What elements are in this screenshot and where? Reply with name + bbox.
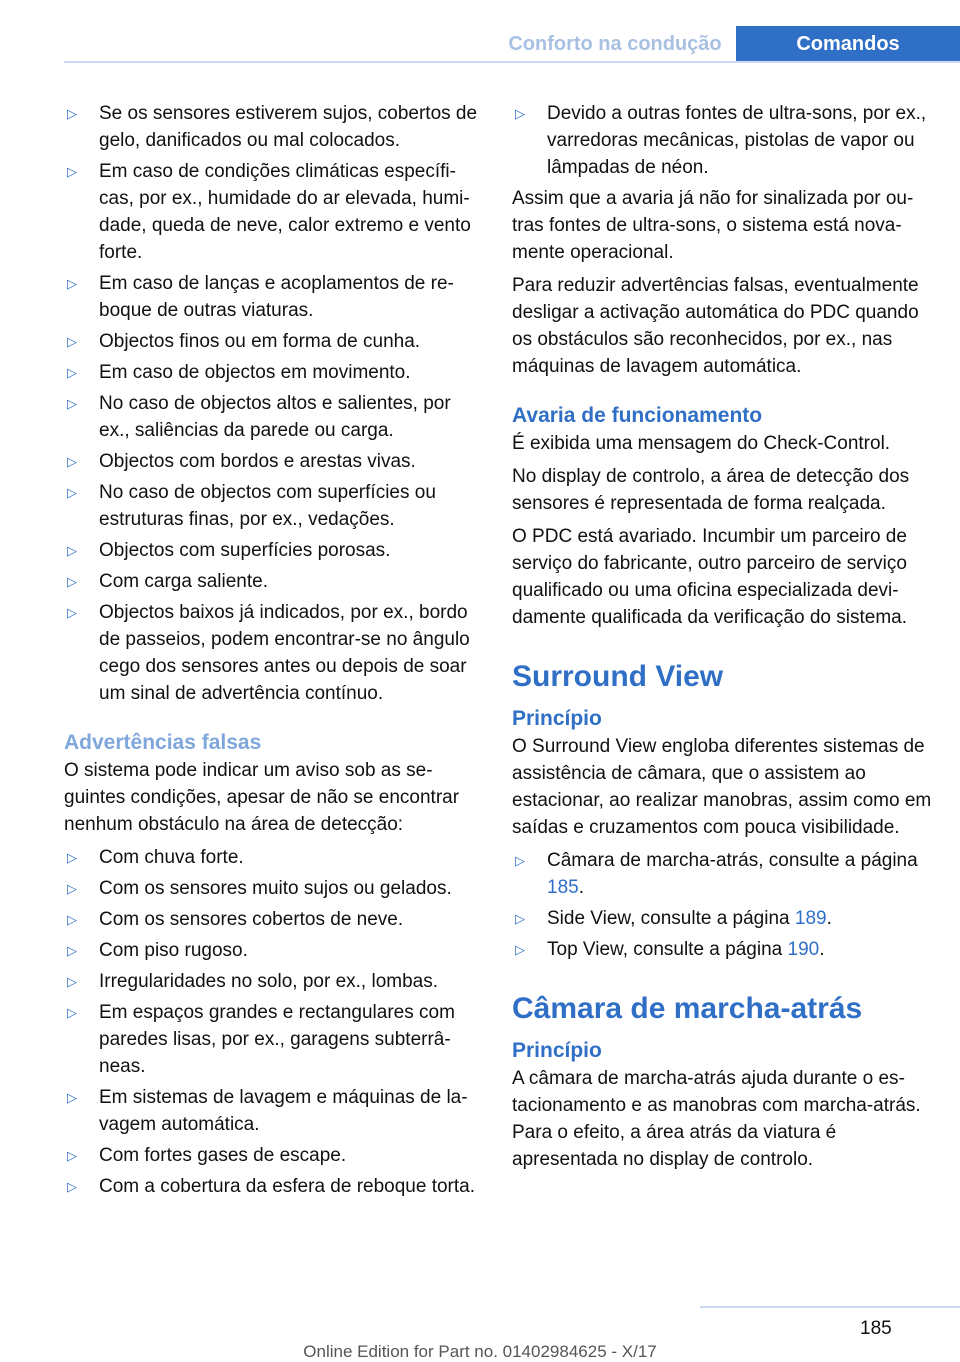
- list-item: ▷ Top View, consulte a página 190.: [512, 936, 932, 963]
- triangle-bullet-icon: ▷: [67, 850, 77, 865]
- surround-view-heading: Surround View: [512, 660, 724, 693]
- triangle-bullet-icon: ▷: [67, 276, 77, 291]
- list-item: ▷ Objectos finos ou em forma de cunha.: [64, 328, 482, 355]
- triangle-bullet-icon: ▷: [67, 543, 77, 558]
- triangle-bullet-icon: ▷: [67, 485, 77, 500]
- triangle-bullet-icon: ▷: [67, 1090, 77, 1105]
- list-item: ▷ Objectos com superfícies porosas.: [64, 537, 482, 564]
- list-item: ▷ Em caso de lanças e acoplamentos de reboque de outras viaturas.: [64, 270, 482, 324]
- surround-principle-heading: Princípio: [512, 707, 602, 730]
- page-link[interactable]: 189: [794, 908, 827, 929]
- triangle-bullet-icon: ▷: [67, 365, 77, 380]
- list-item: ▷ Objectos baixos já indicados, por ex., bordo de passeios, podem encontrar-se no ângulo cego dos sensores antes ou depois de soar um sinal de advertência contínuo.: [64, 599, 482, 707]
- triangle-bullet-icon: ▷: [67, 164, 77, 179]
- list-item: ▷ Side View, consulte a página 189.: [512, 905, 932, 932]
- triangle-bullet-icon: ▷: [67, 106, 77, 121]
- triangle-bullet-icon: ▷: [515, 911, 525, 926]
- triangle-bullet-icon: ▷: [67, 1179, 77, 1194]
- triangle-bullet-icon: ▷: [67, 912, 77, 927]
- list-item: ▷ Com a cobertura da esfera de reboque torta.: [64, 1173, 482, 1200]
- list-item: ▷ Com piso rugoso.: [64, 937, 482, 964]
- paragraph: O PDC está avariado. Incumbir um parceiro de serviço do fabricante, outro parceiro de serviço qualificado ou uma oficina especializada devidamente qualificada da verificação do sistema.: [512, 526, 908, 628]
- list-item: ▷ Com os sensores muito sujos ou gelados.: [64, 875, 482, 902]
- footer-rule: [700, 1306, 960, 1308]
- triangle-bullet-icon: ▷: [515, 853, 525, 868]
- list-item: ▷ Em espaços grandes e rectangulares com paredes lisas, por ex., garagens subterrâneas.: [64, 999, 482, 1080]
- list-item: ▷ Câmara de marcha-atrás, consulte a página 185.: [512, 847, 932, 901]
- rear-camera-heading: Câmara de marcha-atrás: [512, 992, 863, 1025]
- paragraph: Assim que a avaria já não for sinalizada por outras fontes de ultra-sons, o sistema está novamente operacional.: [512, 188, 914, 263]
- triangle-bullet-icon: ▷: [67, 1148, 77, 1163]
- paragraph: Para reduzir advertências falsas, eventualmente desligar a activação automática do PDC quando os obstáculos são reconhecidos, por ex., nas máquinas de lavagem automática.: [512, 275, 919, 377]
- list-item: ▷ Com chuva forte.: [64, 844, 482, 871]
- header-rule: [64, 61, 960, 63]
- surround-view-list: [512, 847, 932, 963]
- triangle-bullet-icon: ▷: [67, 943, 77, 958]
- header-section-tab: Conforto na condução: [508, 33, 722, 55]
- list-item: ▷ Em caso de condições climáticas específicas, por ex., humidade do ar elevada, humidade, queda de neve, calor extremo e vento forte.: [64, 158, 482, 266]
- list-item: ▷ No caso de objectos com superfícies ou estruturas finas, por ex., vedações.: [64, 479, 482, 533]
- right-column: [512, 100, 932, 1179]
- triangle-bullet-icon: ▷: [67, 881, 77, 896]
- triangle-bullet-icon: ▷: [67, 396, 77, 411]
- paragraph: A câmara de marcha-atrás ajuda durante o estacionamento e as manobras com marcha-atrás. Para o efeito, a área atrás da viatura é apresentada no display de controlo.: [512, 1068, 921, 1170]
- header-chapter-tab: Comandos: [736, 26, 960, 62]
- false-warnings-heading: Advertências falsas: [64, 731, 262, 754]
- false-warnings-list: [64, 844, 482, 1200]
- triangle-bullet-icon: ▷: [67, 605, 77, 620]
- triangle-bullet-icon: ▷: [67, 574, 77, 589]
- list-item: ▷ Com carga saliente.: [64, 568, 482, 595]
- left-column: [64, 100, 482, 1204]
- sensor-limits-list: [64, 100, 482, 707]
- rear-camera-principle-heading: Princípio: [512, 1039, 602, 1062]
- page-link[interactable]: 185: [547, 877, 579, 898]
- list-item: ▷ Irregularidades no solo, por ex., lombas.: [64, 968, 482, 995]
- triangle-bullet-icon: ▷: [67, 974, 77, 989]
- list-item: ▷ Se os sensores estiverem sujos, cobertos de gelo, danificados ou mal colocados.: [64, 100, 482, 154]
- paragraph: O Surround View engloba diferentes sistemas de assistência de câmara, que o assistem ao estacionar, ao realizar manobras, assim como em saídas e cruzamentos com pouca visibilidade.: [512, 736, 932, 838]
- triangle-bullet-icon: ▷: [67, 454, 77, 469]
- list-item: ▷ Com fortes gases de escape.: [64, 1142, 482, 1169]
- triangle-bullet-icon: ▷: [67, 334, 77, 349]
- list-item: ▷ No caso de objectos altos e salientes, por ex., saliências da parede ou carga.: [64, 390, 482, 444]
- list-item: ▷ Com os sensores cobertos de neve.: [64, 906, 482, 933]
- triangle-bullet-icon: ▷: [515, 106, 525, 121]
- page-link[interactable]: 190: [787, 939, 820, 960]
- paragraph: No display de controlo, a área de detecção dos sensores é representada de forma realçada.: [512, 466, 910, 514]
- paragraph: É exibida uma mensagem do Check-Control.: [512, 433, 891, 454]
- footer-edition-text: Online Edition for Part no. 01402984625 - X/17: [303, 1342, 657, 1361]
- ultrasound-list: [512, 100, 932, 181]
- false-warnings-text: O sistema pode indicar um aviso sob as seguintes condições, apesar de não se encontrar nenhum obstáculo na área de detecção:: [64, 760, 460, 835]
- triangle-bullet-icon: ▷: [67, 1005, 77, 1020]
- list-item: ▷ Em caso de objectos em movimento.: [64, 359, 482, 386]
- triangle-bullet-icon: ▷: [515, 942, 525, 957]
- page-number: 185: [860, 1318, 892, 1339]
- list-item: ▷ Devido a outras fontes de ultra-sons, por ex., varredoras mecânicas, pistolas de vapor ou lâmpadas de néon.: [512, 100, 932, 181]
- malfunction-heading: Avaria de funcionamento: [512, 404, 763, 427]
- list-item: ▷ Objectos com bordos e arestas vivas.: [64, 448, 482, 475]
- list-item: ▷ Em sistemas de lavagem e máquinas de lavagem automática.: [64, 1084, 482, 1138]
